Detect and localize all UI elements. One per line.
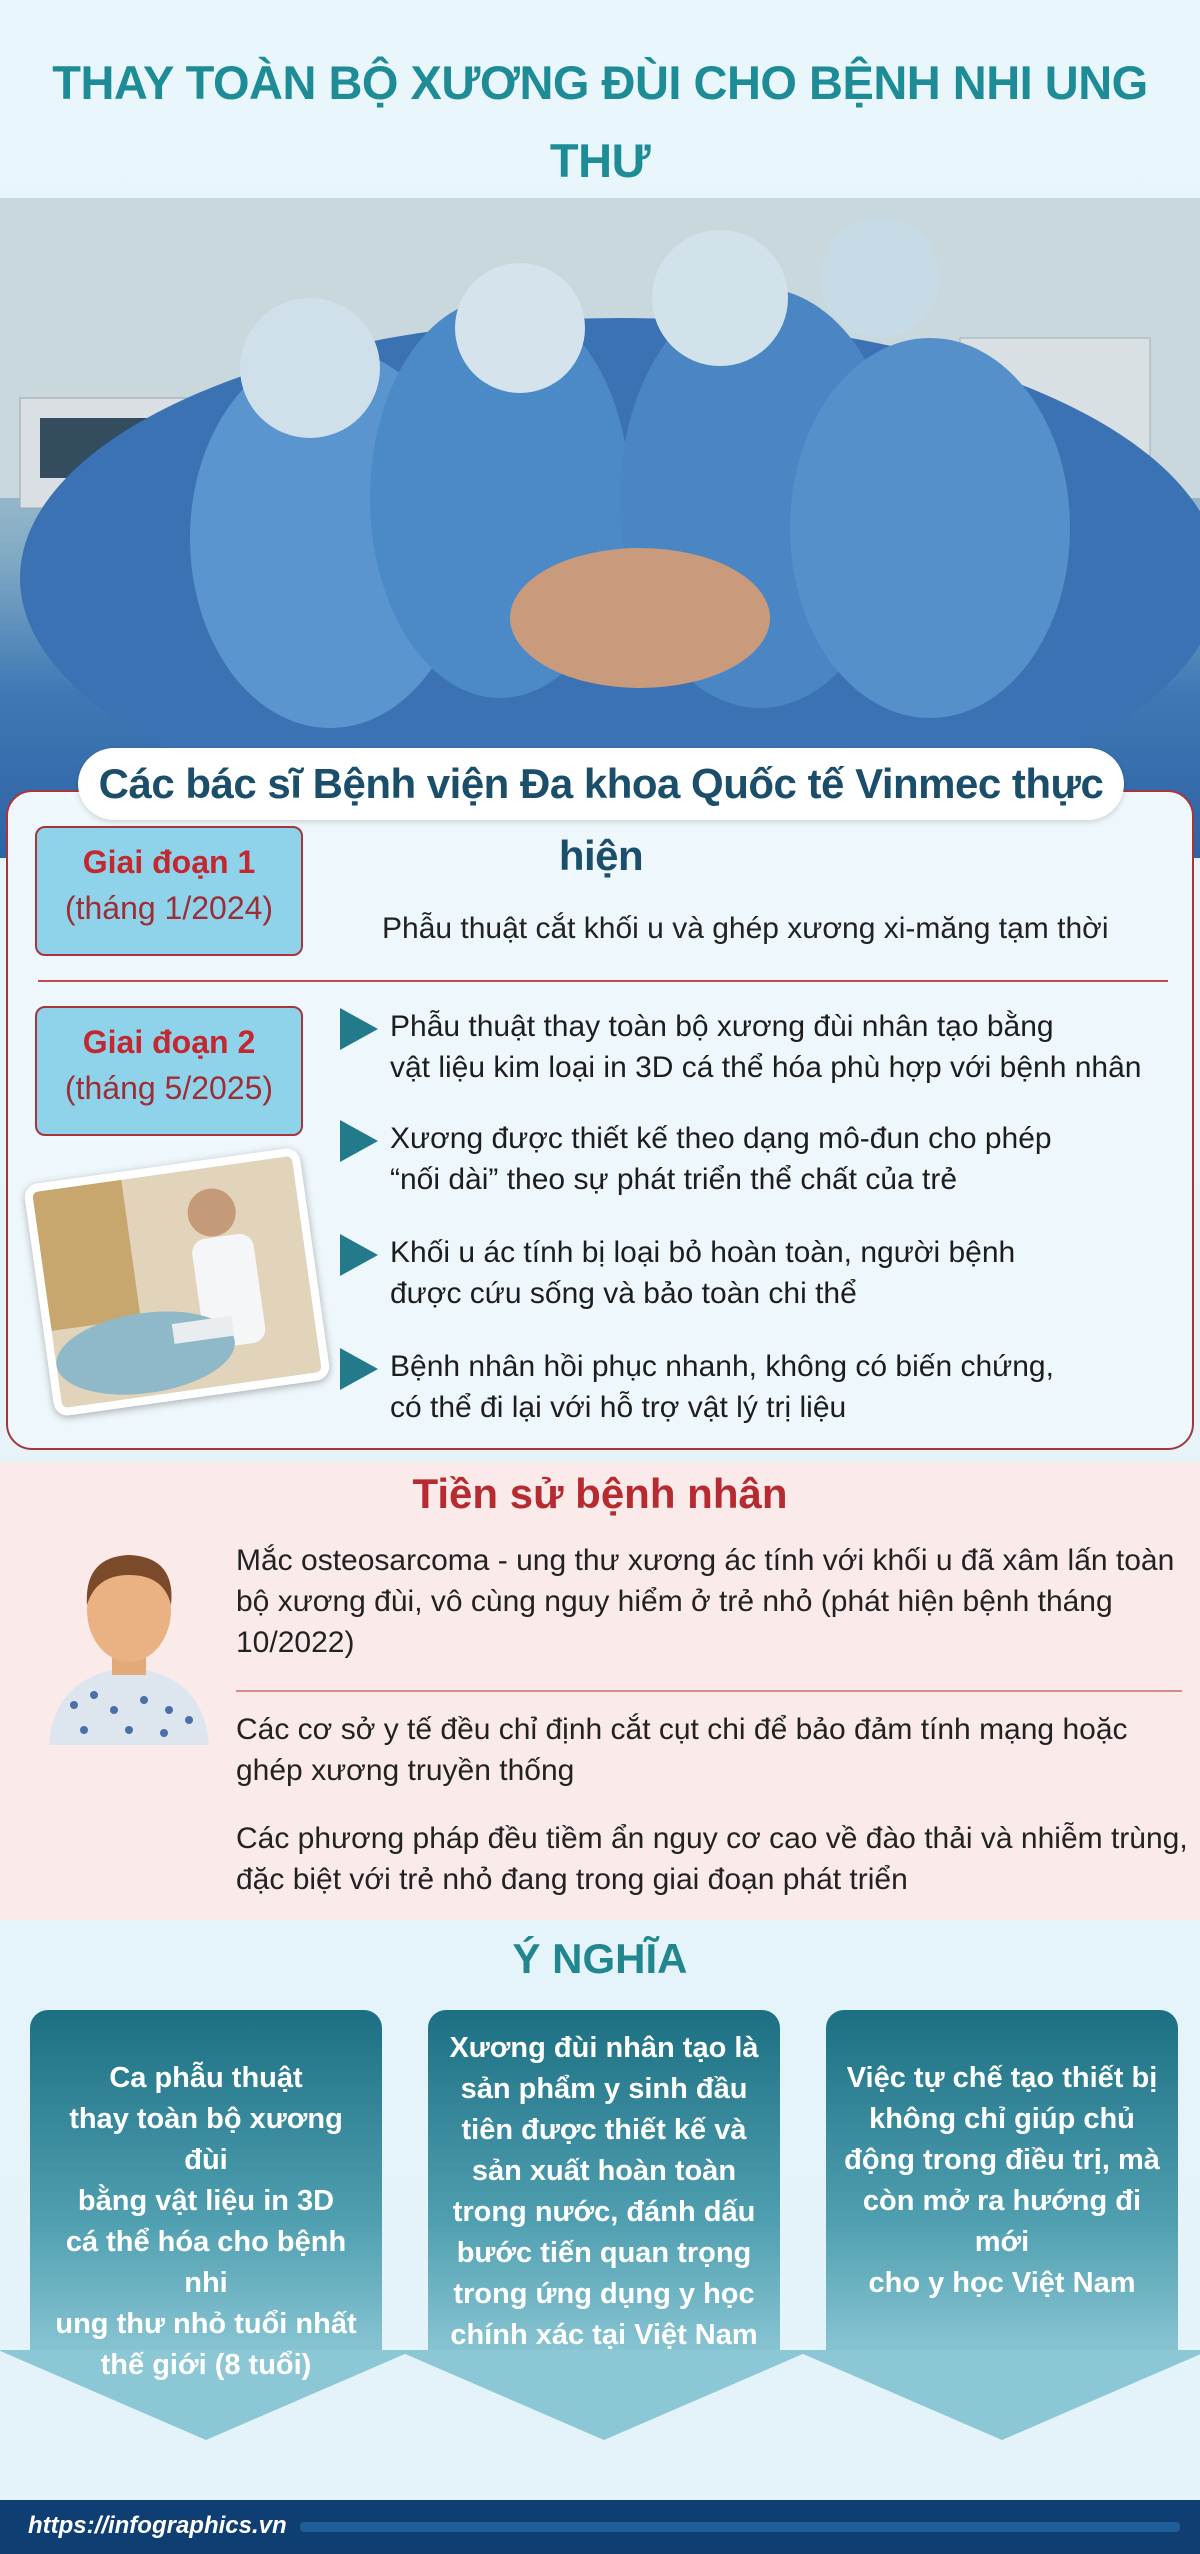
card-2-line: bước tiến quan trọng xyxy=(456,2237,752,2269)
card-1-line: thế giới (8 tuổi) xyxy=(100,2349,312,2381)
history-3-line-2: đặc biệt với trẻ nhỏ đang trong giai đoạn phát triển xyxy=(236,1863,908,1896)
bullet-4-line-2: có thể đi lại với hỗ trợ vật lý trị liệu xyxy=(390,1391,847,1424)
bullet-3-line-2: được cứu sống và bảo toàn chi thể xyxy=(390,1277,857,1310)
history-paragraph-3 xyxy=(236,1818,1188,1900)
card-1-line: thay toàn bộ xương đùi xyxy=(69,2103,343,2176)
card-2-line: chính xác tại Việt Nam xyxy=(450,2319,758,2351)
bullet-2-line-2: “nối dài” theo sự phát triển thể chất của trẻ xyxy=(390,1163,958,1196)
phase-2-bullet-1 xyxy=(390,1006,1141,1088)
card-3-line: Việc tự chế tạo thiết bị xyxy=(846,2062,1158,2094)
footer xyxy=(0,2500,1200,2554)
phase-1-date: (tháng 1/2024) xyxy=(64,890,274,926)
title-line-1: THAY TOÀN BỘ XƯƠNG ĐÙI CHO BỆNH NHI UNG THƯ xyxy=(52,56,1148,187)
card-3-text xyxy=(842,2058,1162,2304)
phase-2-date: (tháng 5/2025) xyxy=(64,1070,274,1106)
phase-1-name: Giai đoạn 1 xyxy=(82,844,256,880)
card-arrow-icon xyxy=(396,2350,812,2440)
card-2-line: trong nước, đánh dấu xyxy=(452,2196,756,2228)
card-1-line: Ca phẫu thuật xyxy=(109,2062,303,2094)
patient-avatar-icon xyxy=(44,1535,214,1745)
history-paragraph-2 xyxy=(236,1709,1128,1791)
phase-1-text: Phẫu thuật cắt khối u và ghép xương xi-măng tạm thời xyxy=(382,912,1109,945)
meaning-card-1 xyxy=(30,2010,382,2430)
card-2-line: trong ứng dụng y học xyxy=(453,2278,755,2310)
hero-caption: Các bác sĩ Bệnh viện Đa khoa Quốc tế Vinmec thực hiện xyxy=(78,748,1124,820)
footer-bar xyxy=(300,2522,1180,2532)
bullet-arrow-icon xyxy=(340,1120,378,1162)
bullet-1-line-1: Phẫu thuật thay toàn bộ xương đùi nhân tạo bằng xyxy=(390,1010,1054,1043)
card-1-line: ung thư nhỏ tuổi nhất xyxy=(55,2308,357,2340)
history-2-line-2: ghép xương truyền thống xyxy=(236,1754,575,1787)
bullet-arrow-icon xyxy=(340,1348,378,1390)
meaning-title: Ý NGHĨA xyxy=(512,1935,688,1982)
card-2-line: tiên được thiết kế và xyxy=(461,2114,747,2146)
phase-2-name: Giai đoạn 2 xyxy=(82,1024,256,1060)
card-arrow-icon xyxy=(794,2350,1200,2440)
history-1-line-2: bộ xương đùi, vô cùng nguy hiểm ở trẻ nhỏ (phát hiện bệnh tháng xyxy=(236,1585,1113,1618)
history-divider xyxy=(236,1690,1182,1692)
history-title: Tiền sử bệnh nhân xyxy=(412,1470,788,1517)
bullet-2-line-1: Xương được thiết kế theo dạng mô-đun cho phép xyxy=(390,1122,1052,1155)
recovery-photo xyxy=(23,1147,331,1417)
card-2-line: sản xuất hoàn toàn xyxy=(471,2155,737,2187)
bullet-4-line-1: Bệnh nhân hồi phục nhanh, không có biến chứng, xyxy=(390,1350,1054,1383)
phase-2-bullet-2 xyxy=(390,1118,1052,1200)
phase-2-badge xyxy=(35,1006,303,1136)
bullet-1-line-2: vật liệu kim loại in 3D cá thể hóa phù hợp với bệnh nhân xyxy=(390,1051,1142,1084)
history-3-line-1: Các phương pháp đều tiềm ẩn nguy cơ cao về đào thải và nhiễm trùng, xyxy=(236,1822,1188,1855)
card-1-text xyxy=(46,2058,366,2386)
card-2-line: sản phẩm y sinh đầu xyxy=(460,2073,748,2105)
card-2-text xyxy=(444,2028,764,2356)
meaning-card-2 xyxy=(428,2010,780,2430)
card-3-line: cho y học Việt Nam xyxy=(868,2267,1136,2299)
meaning-card-3 xyxy=(826,2010,1178,2430)
phase-1-badge xyxy=(35,826,303,956)
card-3-line: còn mở ra hướng đi mới xyxy=(862,2185,1142,2258)
phase-2-bullet-4 xyxy=(390,1346,1054,1428)
card-1-line: cá thể hóa cho bệnh nhi xyxy=(65,2226,347,2299)
history-paragraph-1 xyxy=(236,1540,1174,1663)
card-1-line: bằng vật liệu in 3D xyxy=(77,2185,335,2217)
history-2-line-1: Các cơ sở y tế đều chỉ định cắt cụt chi để bảo đảm tính mạng hoặc xyxy=(236,1713,1128,1746)
card-2-line: Xương đùi nhân tạo là xyxy=(449,2032,759,2064)
history-1-line-3: 10/2022) xyxy=(236,1626,355,1659)
card-3-line: không chỉ giúp chủ xyxy=(869,2103,1135,2135)
phase-2-bullet-3 xyxy=(390,1232,1015,1314)
phase-divider xyxy=(38,980,1168,982)
card-3-line: động trong điều trị, mà xyxy=(844,2144,1160,2176)
bullet-arrow-icon xyxy=(340,1234,378,1276)
bullet-arrow-icon xyxy=(340,1008,378,1050)
history-1-line-1: Mắc osteosarcoma - ung thư xương ác tính với khối u đã xâm lấn toàn xyxy=(236,1544,1175,1577)
source-link[interactable]: https://infographics.vn xyxy=(28,2512,287,2539)
bullet-3-line-1: Khối u ác tính bị loại bỏ hoàn toàn, người bệnh xyxy=(390,1236,1016,1269)
